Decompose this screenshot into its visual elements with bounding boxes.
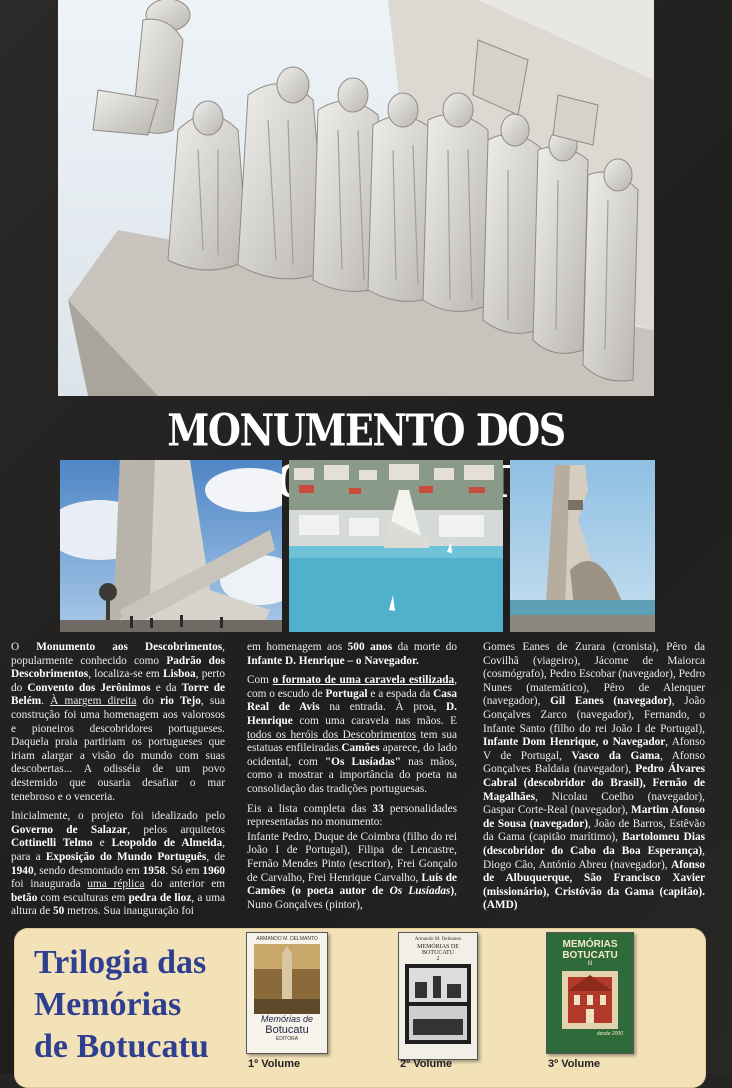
book-number: 2 [436,956,440,962]
paragraph: Inicialmente, o projeto foi idealizado pelo Governo de Salazar, pelos arquitetos Cottinelli Telmo e Leopoldo de Almeida, para a Exposição do Mundo Português, de 1940, sendo desmontado em 1958. Só em 1960 foi inaugurada uma réplica do anterior em betão com esculturas em pedra de lioz, a uma altura de 50 metros. Sua inauguração foi [11,810,226,918]
paragraph: Infante Pedro, Duque de Coimbra (filho do rei João I de Portugal), Filipa de Lencastre, Fernão Mendes Pinto (escritor), Frei Gonçalo de Carvalho, Frei Henrique Carvalho, Luís de Camões (o poeta autor de Os Lusíadas), Nuno Gonçalves (pintor), [247,830,457,911]
monument-profile-photo [510,460,655,632]
hero-photo [58,0,654,396]
paragraph: Eis a lista completa das 33 personalidades representadas no monumento: [247,802,457,829]
text-column-1 [11,641,225,925]
page-title: MONUMENTO DOS [167,404,565,456]
paragraph: Gomes Eanes de Zurara (cronista), Pêro da Covilhã (viageiro), Jácome de Maiorca (cosmógrafo), Pedro Escobar (navegador), Pedro Nunes (matemático), Pêro de Alenquer (navegador), Gil Eanes (navegador), João Gonçalves Zarco (navegador), Fernando, o Infante Santo (filho do rei João I de Portugal), Infante Dom Henrique, o Navegador, Afonso V de Portugal, Vasco da Gama, Afonso Gonçalves Baldaia (navegador), Pedro Álvares Cabral (descobridor do Brasil), Fernão de Magalhães, Nicolau Coelho (navegador), Gaspar Corte-Real (navegador), Martim Afonso de Sousa (navegador), João de Barros, Estêvão da Gama (capitão marítimo), Bartolomeu Dias (descobridor do Cabo da Boa Esperança), Diogo Cão, António Abreu (navegador), Afonso de Albuquerque, São Francisco Xavier (missionário), Cristóvão da Gama (capitão). (AMD) [483,641,706,912]
book-cover-2 [398,932,478,1060]
banner-title [34,942,254,1068]
volume-label: 1º Volume [248,1058,301,1070]
trilogy-banner [14,928,706,1088]
book-cover-3 [546,932,634,1054]
book-title-line: MEMÓRIAS [562,939,618,950]
book-footer: desde 2000 [596,1031,623,1037]
book-author: Armando M. Delmanto [414,937,462,942]
volume-label: 2º Volume [400,1058,453,1070]
volume-label: 3º Volume [548,1058,601,1070]
aerial-view-photo [289,460,503,632]
monument-side-photo [60,460,282,632]
banner-title-line: Memórias [34,986,182,1023]
book-title-line: BOTUCATU [421,950,454,956]
book-cover-art [405,964,471,1044]
banner-title-line: de Botucatu [34,1028,209,1065]
book-title-line: Memórias de [260,1014,314,1024]
book-cover-art [254,944,320,1014]
book-cover-1 [246,932,328,1054]
book-number: III [587,961,593,967]
book-publisher: EDITORA [275,1036,299,1042]
book-cover-art [562,971,618,1029]
text-column-2 [247,641,457,918]
paragraph: em homenagem aos 500 anos da morte do Infante D. Henrique – o Navegador. [247,641,457,667]
book-title-line: MEMÓRIAS DE [417,944,459,950]
paragraph: Com o formato de uma caravela estilizada, com o escudo de Portugal e a espada da Casa Real de Avis na entrada. À proa, D. Henrique com uma caravela nas mãos. E todos os heróis dos Descobrimentos tem sua estatuas enfileiradas.Camões aparece, do lado ocidental, com "Os Lusíadas" nas mãos, como a mostrar a importância do poeta na consolidação das tradições portuguesas. [247,674,458,795]
book-title-line: BOTUCATU [562,950,618,961]
banner-title-line: Trilogia das [34,944,207,981]
book-title-line: Botucatu [265,1024,309,1036]
text-column-3 [483,641,705,919]
paragraph: O Monumento aos Descobrimentos, popularmente conhecido como Padrão dos Descobrimentos, localiza-se em Lisboa, perto do Convento dos Jerônimos e da Torre de Belém. À margem direita do rio Tejo, sua construção foi uma homenagem aos valorosos e pioneiros descobridores portugueses. Daquela praia partiriam os portugueses que iriam alargar a visão do mundo com suas descobertas... A odisséia de um povo destemido que ousaria desafiar o mar tenebroso e o venceria. [11,641,226,803]
book-author: ARMANDO M. DELMANTO [256,936,318,942]
